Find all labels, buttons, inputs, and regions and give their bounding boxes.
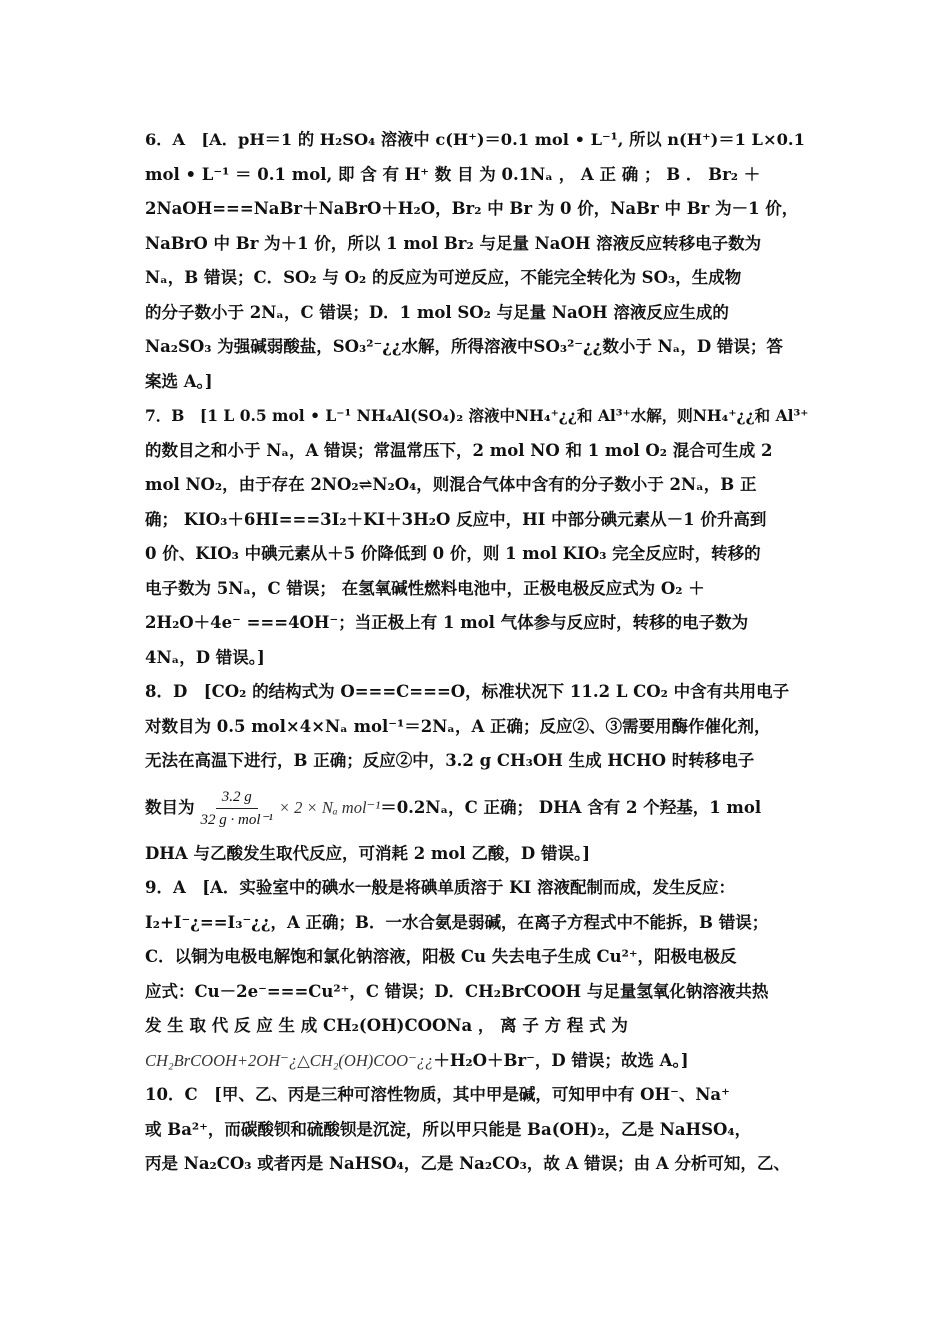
ionic-equation: CH₂BrCOOH+2OH⁻¿△CH₂(OH)COO⁻¿¿: [145, 1050, 434, 1070]
text-line: 6．A [A．pH＝1 的 H₂SO₄ 溶液中 c(H⁺)＝0.1 mol • L⁻¹, 所以 n(H⁺)＝1 L×0.1: [145, 130, 805, 149]
line-prefix: 数目为: [145, 797, 195, 817]
answer-explanations: [145, 123, 810, 1182]
text-line: NaBrO 中 Br 为＋1 价，所以 1 mol Br₂ 与足量 NaOH 溶液反应转移电子数为: [145, 233, 762, 253]
text-line: I₂+I⁻¿==I₃⁻¿¿，A 正确；B．一水合氨是弱碱，在离子方程式中不能拆，B 错误；: [145, 912, 769, 932]
text-line: 对数目为 0.5 mol×4×Nₐ mol⁻¹＝2Nₐ，A 正确；反应②、③需要用酶作催化剂，: [145, 716, 771, 736]
text-line: DHA 与乙酸发生取代反应，可消耗 2 mol 乙酸，D 错误。]: [145, 843, 591, 863]
text-line: 2NaOH===NaBr＋NaBrO＋H₂O，Br₂ 中 Br 为 0 价，NaBr 中 Br 为－1 价，: [145, 199, 799, 218]
text-line: Na₂SO₃ 为强碱弱酸盐，SO₃²⁻¿¿水解，所得溶液中SO₃²⁻¿¿数小于 Nₐ，D 错误；答: [145, 337, 783, 356]
line-suffix: ＝0.2Nₐ，C 正确； DHA 含有 2 个羟基，1 mol: [380, 797, 762, 817]
text-line: 4Nₐ，D 错误。]: [145, 647, 265, 667]
line-suffix: ＋H₂O＋Br⁻，D 错误；故选 A。]: [433, 1050, 689, 1070]
text-line: 0 价、KIO₃ 中碘元素从＋5 价降低到 0 价，则 1 mol KIO₃ 完全反应时，转移的: [145, 544, 761, 563]
text-line: 或 Ba²⁺，而碳酸钡和硫酸钡是沉淀，所以甲只能是 Ba(OH)₂，乙是 NaHSO₄，: [145, 1119, 752, 1139]
text-line: 案选 A。]: [145, 371, 213, 391]
text-line: mol NO₂，由于存在 2NO₂⇌N₂O₄，则混合气体中含有的分子数小于 2Nₐ，B 正: [145, 475, 757, 494]
text-line: 的分子数小于 2Nₐ，C 错误；D．1 mol SO₂ 与足量 NaOH 溶液反应生成的: [145, 302, 729, 322]
text-line: C．以铜为电极电解饱和氯化钠溶液，阳极 Cu 失去电子生成 Cu²⁺，阳极电极反: [145, 947, 737, 966]
text-line: Nₐ，B 错误；C．SO₂ 与 O₂ 的反应为可逆反应，不能完全转化为 SO₃，生成物: [145, 268, 742, 287]
text-line: 发 生 取 代 反 应 生 成 CH₂(OH)COONa ， 离 子 方 程 式 为: [145, 1016, 628, 1035]
fraction-numerator: 3.2 g: [216, 787, 258, 809]
fraction-line: [145, 779, 810, 837]
text-line: 10．C [甲、乙、丙是三种可溶性物质，其中甲是碱，可知甲中有 OH⁻、Na⁺: [145, 1085, 730, 1104]
text-line: 2H₂O＋4e⁻ ===4OH⁻；当正极上有 1 mol 气体参与反应时，转移的电子数为: [145, 613, 749, 632]
text-line: 7．B [1 L 0.5 mol • L⁻¹ NH₄Al(SO₄)₂ 溶液中NH₄⁺¿¿和 Al³⁺水解，则NH₄⁺¿¿和 Al³⁺: [145, 406, 809, 425]
mass-fraction: [197, 787, 277, 830]
text-line: 的数目之和小于 Nₐ，A 错误；常温常压下，2 mol NO 和 1 mol O₂ 混合可生成 2: [145, 440, 773, 460]
text-line: 应式：Cu－2e⁻===Cu²⁺，C 错误；D．CH₂BrCOOH 与足量氢氧化钠溶液共热: [145, 981, 769, 1001]
text-line: 无法在高温下进行，B 正确；反应②中，3.2 g CH₃OH 生成 HCHO 时转移电子: [145, 751, 755, 770]
text-line: 电子数为 5Nₐ，C 错误； 在氢氧碱性燃料电池中，正极电极反应式为 O₂ ＋: [145, 578, 705, 598]
fraction-tail: × 2 × Nₐ mol⁻¹: [278, 797, 381, 817]
text-line: mol • L⁻¹ ＝ 0.1 mol, 即 含 有 H⁺ 数 目 为 0.1Nₐ ， A 正 确 ； B ． Br₂ ＋: [145, 164, 761, 184]
equation-line: [145, 1044, 810, 1079]
fraction-denominator: 32 g · mol⁻¹: [200, 811, 273, 828]
text-line: 确； KIO₃＋6HI===3I₂＋KI＋3H₂O 反应中，HI 中部分碘元素从－1 价升高到: [145, 509, 767, 529]
text-line: 8．D [CO₂ 的结构式为 O===C===O，标准状况下 11.2 L CO₂ 中含有共用电子: [145, 682, 790, 701]
text-line: 丙是 Na₂CO₃ 或者丙是 NaHSO₄，乙是 Na₂CO₃，故 A 错误；由 A 分析可知，乙、: [145, 1154, 790, 1173]
text-line: 9．A [A．实验室中的碘水一般是将碘单质溶于 KI 溶液配制而成，发生反应：: [145, 878, 735, 897]
